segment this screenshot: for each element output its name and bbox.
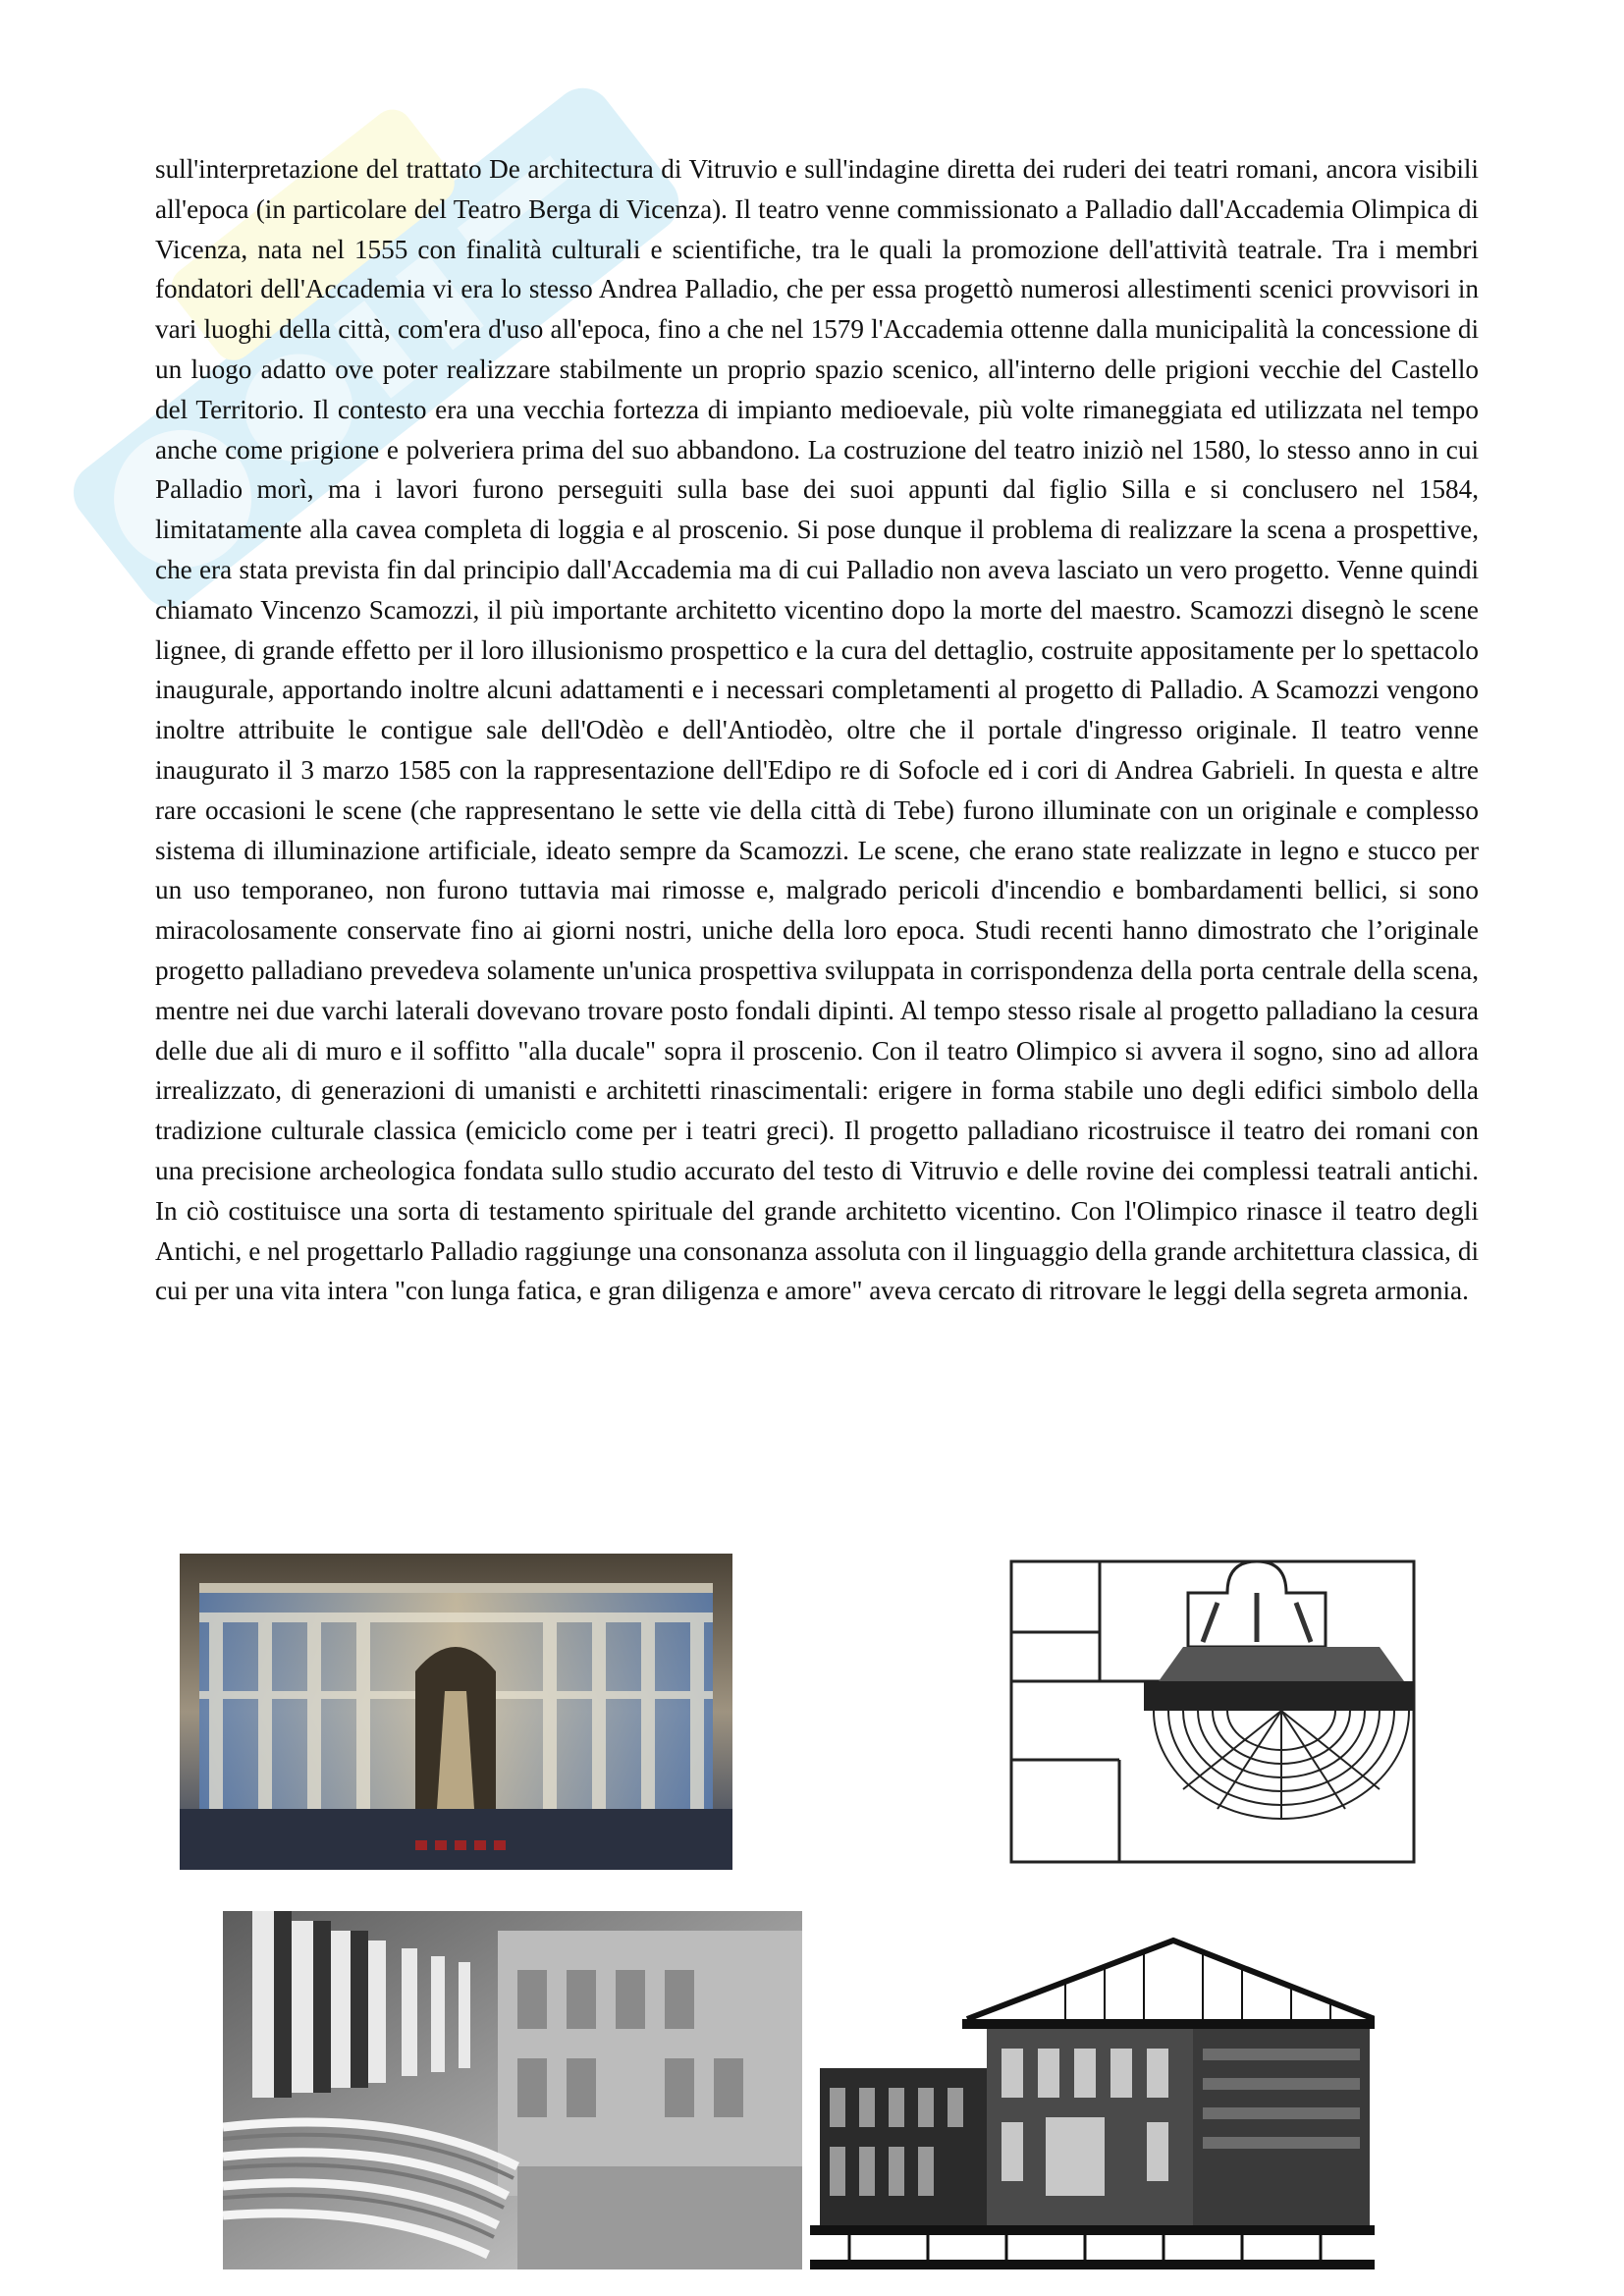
stage-photo-icon <box>180 1554 732 1870</box>
stage-photo <box>180 1554 732 1870</box>
section-drawing-icon <box>810 1911 1375 2269</box>
paragraph: sull'interpretazione del trattato De architectura di Vitruvio e sull'indagine diretta dei ruderi dei teatri romani, ancora visibili all'epoca (in particolare del Teatro Berga di Vicenza). Il teatro venne commissionato a Palladio dall'Accademia Olimpica di Vicenza, nata nel 1555 con finalità culturali e scientifiche, tra le quali la promozione dell'attività teatrale. Tra i membri fondatori dell'Accademia vi era lo stesso Andrea Palladio, che per essa progettò numerosi allestimenti scenici provvisori in vari luoghi della città, com'era d'uso all'epoca, fino a che nel 1579 l'Accademia ottenne dalla municipalità la concessione di un luogo adatto ove poter realizzare stabilmente un proprio spazio scenico, all'interno delle prigioni vecchie del Castello del Territorio. Il contesto era una vecchia fortezza di impianto medioevale, più volte rimaneggiata ed utilizzata nel tempo anche come prigione e polveriera prima del suo abbandono. La costruzione del teatro iniziò nel 1580, lo stesso anno in cui Palladio morì, ma i lavori furono perseguiti sulla base dei suoi appunti dal figlio Silla e si conclusero nel 1584, limitatamente alla cavea completa di loggia e al proscenio. Si pose dunque il problema di realizzare la scena a prospettive, che era stata prevista fin dal principio dall'Accademia ma di cui Palladio non aveva lasciato un vero progetto. Venne quindi chiamato Vincenzo Scamozzi, il più importante architetto vicentino dopo la morte del maestro. Scamozzi disegnò le scene lignee, di grande effetto per il loro illusionismo prospettico e la cura del dettaglio, costruite appositamente per lo spettacolo inaugurale, apportando inoltre alcuni adattamenti e i necessari completamenti al progetto di Palladio. A Scamozzi vengono inoltre attribuite le contigue sale dell'Odèo e dell'Antiodèo, oltre che il portale d'ingresso originale. Il teatro venne inaugurato il 3 marzo 1585 con la rappresentazione dell'Edipo re di Sofocle ed i cori di Andrea Gabrieli. In questa e altre rare occasioni le scene (che rappresentano le sette vie della città di Tebe) furono illuminate con un originale e complesso sistema di illuminazione artificiale, ideato sempre da Scamozzi. Le scene, che erano state realizzate in legno e stucco per un uso temporaneo, non furono tuttavia mai rimosse e, malgrado pericoli d'incendio e bombardamenti bellici, si sono miracolosamente conservate fino ai giorni nostri, uniche della loro epoca. Studi recenti hanno dimostrato che l’originale progetto palladiano prevedeva solamente un'unica prospettiva sviluppata in corrispondenza della porta centrale della scena, mentre nei due varchi laterali dovevano trovare posto fondali dipinti. Al tempo stesso risale al progetto palladiano la cesura delle due ali di muro e il soffitto "alla ducale" sopra il proscenio. Con il teatro Olimpico si avvera il sogno, sino ad allora irrealizzato, di generazioni di umanisti e architetti rinascimentali: erigere in forma stabile uno degli edifici simbolo della tradizione culturale classica (emiciclo come per i teatri greci). Il progetto palladiano ricostruisce il teatro dei romani con una precisione archeologica fondata sullo studio accurato del testo di Vitruvio e delle rovine dei complessi teatrali antichi. In ciò costituisce una sorta di testamento spirituale del grande architetto vicentino. Con l'Olimpico rinasce il teatro degli Antichi, e nel progettarlo Palladio raggiunge una consonanza assoluta con il linguaggio della grande architettura classica, di cui per una vita intera "con lunga fatica, e gran diligenza e amore" aveva cercato di ritrovare le leggi della segreta armonia. <box>155 154 1479 1306</box>
cavea-photo <box>223 1911 802 2269</box>
floor-plan <box>972 1554 1436 1870</box>
body-text <box>155 149 1479 1311</box>
floor-plan-icon <box>972 1554 1436 1870</box>
section-drawing <box>810 1911 1375 2269</box>
cavea-photo-icon <box>223 1911 802 2269</box>
